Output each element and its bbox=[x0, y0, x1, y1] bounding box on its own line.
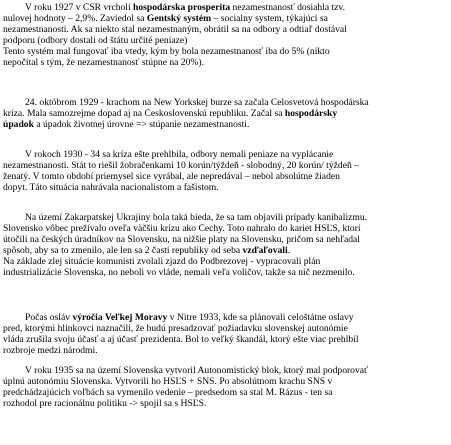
paragraph-1930-34-crisis bbox=[3, 150, 448, 194]
bold-text-run: vzďaľovali bbox=[242, 245, 288, 256]
text-run: Na území Zakarpatskej Ukrajiny bola taká bieda, že sa tam objavili prípady kanibalizmu. bbox=[25, 213, 368, 223]
text-run: vláda zrušila svoju účasť a aj účasť prezidenta. Bol to veľký škandál, ktorý ešte viac prehĺbil bbox=[3, 334, 359, 345]
text-line bbox=[3, 213, 448, 224]
text-run: Na základe zlej situácie komunisti zvolali zjazd do Podbrezovej - vypracovali plán bbox=[3, 256, 321, 267]
text-run: predchádzajúcich voľbách sa vymenilo vedenie – predsedom sa stal M. Rázus - ten sa bbox=[3, 387, 333, 398]
text-line bbox=[3, 246, 448, 257]
text-run: nulovej hodnoty – 2,9%. Zaviedol sa bbox=[3, 13, 147, 24]
text-line bbox=[3, 313, 448, 324]
text-run: industrializácie Slovenska, no neboli vo vláde, nemali veľa voličov, takže sa nič nezmenilo. bbox=[3, 267, 355, 278]
paragraph-great-moravia-anniversary bbox=[3, 313, 448, 357]
paragraph-1927-prosperity bbox=[3, 3, 448, 68]
text-run: V roku 1927 v ČSR vrcholí bbox=[25, 3, 134, 13]
text-line bbox=[3, 58, 448, 69]
text-run: rozbroje medzi národmi. bbox=[3, 345, 98, 356]
paragraph-slovakia-crisis bbox=[3, 213, 448, 278]
bold-text-run: hospodársky bbox=[284, 108, 338, 119]
paragraph-1935-autonomist-bloc bbox=[3, 366, 448, 410]
text-line bbox=[3, 346, 448, 357]
text-line bbox=[3, 335, 448, 346]
text-run: úplnú autonómiu Slovenska. Vytvorili ho HSĽS + SNS. Po absolútnom krachu SNS v bbox=[3, 376, 333, 387]
bold-text-run: hospodárska prosperita bbox=[133, 3, 231, 13]
paragraph-1929-crash bbox=[3, 98, 448, 131]
text-run: V rokoch 1930 - 34 sa kríza ešte prehĺbila, odbory nemali peniaze na vyplácanie bbox=[25, 150, 334, 160]
text-line bbox=[3, 120, 448, 131]
bold-text-run: Gentský systém bbox=[146, 13, 212, 24]
text-run: . bbox=[287, 245, 291, 256]
text-line bbox=[3, 388, 448, 399]
bold-text-run: úpadok bbox=[3, 119, 34, 130]
text-line bbox=[3, 47, 448, 58]
text-line bbox=[3, 14, 448, 25]
text-line bbox=[3, 3, 448, 14]
text-run: v Nitre 1933, kde sa plánovali celoštátne oslavy bbox=[167, 313, 354, 323]
text-run: 24. októbrom 1929 - krachom na New Yorkskej burze sa začala Celosvetová hospodárska bbox=[25, 98, 369, 108]
text-run: rozhodol pre racionálnu politiku -> spojil sa s HSĽS. bbox=[3, 398, 207, 409]
text-run: Tento systém mal fungovať iba vtedy, kým by bola nezamestnanosť iba do 5% (nikto bbox=[3, 46, 330, 57]
text-run: podporu (odbory dostali od štátu určité peniaze) bbox=[3, 35, 188, 46]
text-line bbox=[3, 224, 448, 235]
bold-text-run: výročia Veľkej Moravy bbox=[72, 313, 168, 323]
text-line bbox=[3, 399, 448, 410]
text-run: nepočítal s tým, že nezamestnanosť stúpne na 20%). bbox=[3, 57, 204, 68]
text-line bbox=[3, 366, 448, 377]
text-run: útočili na českých úradníkov na Slovensku, na nižšie platy na Slovensku, pričom sa nehľadal bbox=[3, 234, 360, 245]
text-run: dopyt. Táto situácia nahrávala nacionalistom a fašistom. bbox=[3, 182, 219, 193]
text-run: Počas osláv bbox=[25, 313, 73, 323]
text-line bbox=[3, 235, 448, 246]
text-run: – socialny system, týkajúci sa bbox=[211, 13, 328, 24]
text-line bbox=[3, 25, 448, 36]
text-line bbox=[3, 257, 448, 268]
text-line bbox=[3, 183, 448, 194]
text-line bbox=[3, 98, 448, 109]
text-line bbox=[3, 36, 448, 47]
text-run: nezamestnanosti. Ak sa niekto stal nezamestnaným, obrátil sa na odbory a odtiaľ dostával bbox=[3, 24, 347, 35]
text-line bbox=[3, 109, 448, 120]
text-line bbox=[3, 268, 448, 279]
text-run: pred, ktorými hlinkovci naznačili, že budú presadzovať požiadavku slovenskej autonómie bbox=[3, 323, 348, 334]
text-run: kríza. Mala samozrejme dopad aj na Československú republiku. Začal sa bbox=[3, 108, 285, 119]
text-run: a úpadok životnej úrovne => stúpanie nezamestnanosti. bbox=[33, 119, 250, 130]
text-run: ženatý. V tomto období priemysel sice vyrábal, ale nepredával – nebol absolútne žiaden bbox=[3, 171, 340, 182]
text-line bbox=[3, 324, 448, 335]
text-run: V roku 1935 sa na území Slovenska vytvoril Autonomistický blok, ktorý mal podporovať bbox=[25, 366, 369, 376]
text-run: spôsob, aby sa to zmenilo, ale len sa 2 časti republiky od seba bbox=[3, 245, 243, 256]
text-line bbox=[3, 150, 448, 161]
text-run: nezamestnanosti. Štát to riešil žobračenkami 10 korún/týždeň - slobodný, 20 korún/ týždeň – bbox=[3, 160, 359, 171]
text-line bbox=[3, 377, 448, 388]
text-line bbox=[3, 161, 448, 172]
text-line bbox=[3, 172, 448, 183]
text-run: nezamestnanosť dosiahla tzv. bbox=[230, 3, 345, 13]
text-run: Slovensko vôbec prežívalo oveľa väčšiu krízu ako Čechy. Toto nahralo do kariet HSĽS, ktorí bbox=[3, 223, 361, 234]
